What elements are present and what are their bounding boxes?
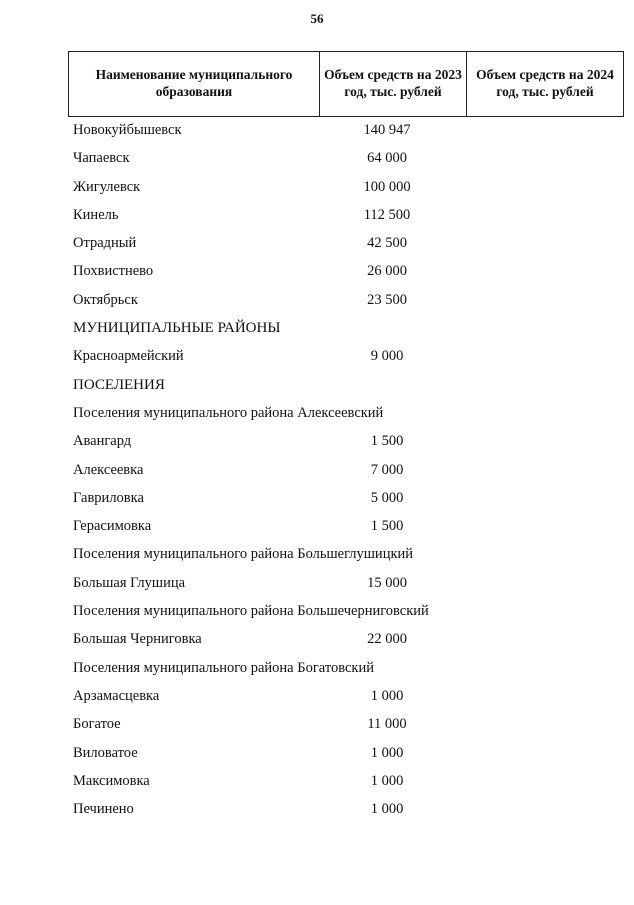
row-value-2023: 64 000 — [367, 150, 407, 167]
row-name: Отрадный — [73, 235, 137, 252]
table-body — [0, 117, 634, 824]
row-name: Герасимовка — [73, 518, 152, 535]
table-row — [0, 683, 634, 711]
row-name: Виловатое — [73, 744, 138, 761]
row-name: Красноармейский — [73, 348, 184, 365]
table-row — [0, 230, 634, 258]
row-value-2023: 42 500 — [367, 235, 407, 252]
row-name: Максимовка — [73, 772, 150, 789]
table-row — [0, 117, 634, 145]
row-value-2023: 22 000 — [367, 631, 407, 648]
column-header-amount-2024: Объем средств на 2024 год, тыс. рублей — [467, 52, 624, 117]
subsection-heading: Поселения муниципального района Богатовский — [73, 659, 374, 676]
subsection-heading-row — [0, 655, 634, 683]
row-name: Авангард — [73, 433, 132, 450]
section-heading: ПОСЕЛЕНИЯ — [73, 376, 165, 393]
column-header-municipality: Наименование муниципального образования — [69, 52, 320, 117]
table-row — [0, 428, 634, 456]
row-value-2023: 112 500 — [363, 206, 411, 223]
row-value-2023: 1 500 — [370, 433, 404, 450]
section-heading-row — [0, 372, 634, 400]
row-value-2023: 23 500 — [367, 291, 407, 308]
row-name: Большая Глушица — [73, 574, 186, 591]
row-value-2023: 140 947 — [363, 122, 411, 138]
column-header-amount-2023: Объем средств на 2023 год, тыс. рублей — [320, 52, 467, 117]
subsection-heading: Поселения муниципального района Большечерниговский — [73, 603, 429, 620]
row-name: Жигулевск — [73, 178, 141, 195]
row-name: Гавриловка — [73, 489, 144, 506]
row-value-2023: 1 000 — [370, 772, 404, 789]
table-row — [0, 258, 634, 286]
row-value-2023: 1 000 — [370, 801, 404, 818]
row-value-2023: 26 000 — [367, 263, 407, 280]
section-heading: МУНИЦИПАЛЬНЫЕ РАЙОНЫ — [73, 320, 281, 337]
row-value-2023: 1 500 — [370, 518, 404, 535]
row-name: Чапаевск — [73, 150, 130, 167]
row-value-2023: 100 000 — [363, 178, 411, 195]
table-row — [0, 796, 634, 824]
row-value-2023: 1 000 — [370, 687, 404, 704]
row-value-2023: 7 000 — [370, 461, 404, 478]
row-name: Богатое — [73, 716, 121, 733]
row-name: Арзамасцевка — [73, 687, 160, 704]
table-row — [0, 485, 634, 513]
row-name: Большая Черниговка — [73, 631, 202, 648]
table-row — [0, 570, 634, 598]
row-value-2023: 11 000 — [367, 716, 407, 733]
table-row — [0, 202, 634, 230]
section-heading-row — [0, 315, 634, 343]
row-name: Октябрьск — [73, 291, 138, 308]
page-number: 56 — [310, 11, 324, 26]
table-row — [0, 174, 634, 202]
subsection-heading: Поселения муниципального района Алексеевский — [73, 404, 384, 421]
table-row — [0, 457, 634, 485]
row-name: Алексеевка — [73, 461, 144, 478]
subsection-heading-row — [0, 541, 634, 569]
row-value-2023: 15 000 — [367, 574, 407, 591]
subsection-heading-row — [0, 400, 634, 428]
row-name: Печинено — [73, 801, 134, 818]
table-header — [68, 51, 624, 117]
row-name: Новокуйбышевск — [73, 122, 182, 138]
table-row — [0, 145, 634, 173]
table-row — [0, 343, 634, 371]
row-name: Кинель — [73, 206, 119, 223]
table-row — [0, 287, 634, 315]
subsection-heading: Поселения муниципального района Большеглушицкий — [73, 546, 414, 563]
table-row — [0, 740, 634, 768]
row-value-2023: 1 000 — [370, 744, 404, 761]
table-row — [0, 711, 634, 739]
row-value-2023: 5 000 — [370, 489, 404, 506]
row-name: Похвистнево — [73, 263, 154, 280]
subsection-heading-row — [0, 598, 634, 626]
row-value-2023: 9 000 — [370, 348, 404, 365]
table-row — [0, 768, 634, 796]
table-row — [0, 513, 634, 541]
table-row — [0, 626, 634, 654]
